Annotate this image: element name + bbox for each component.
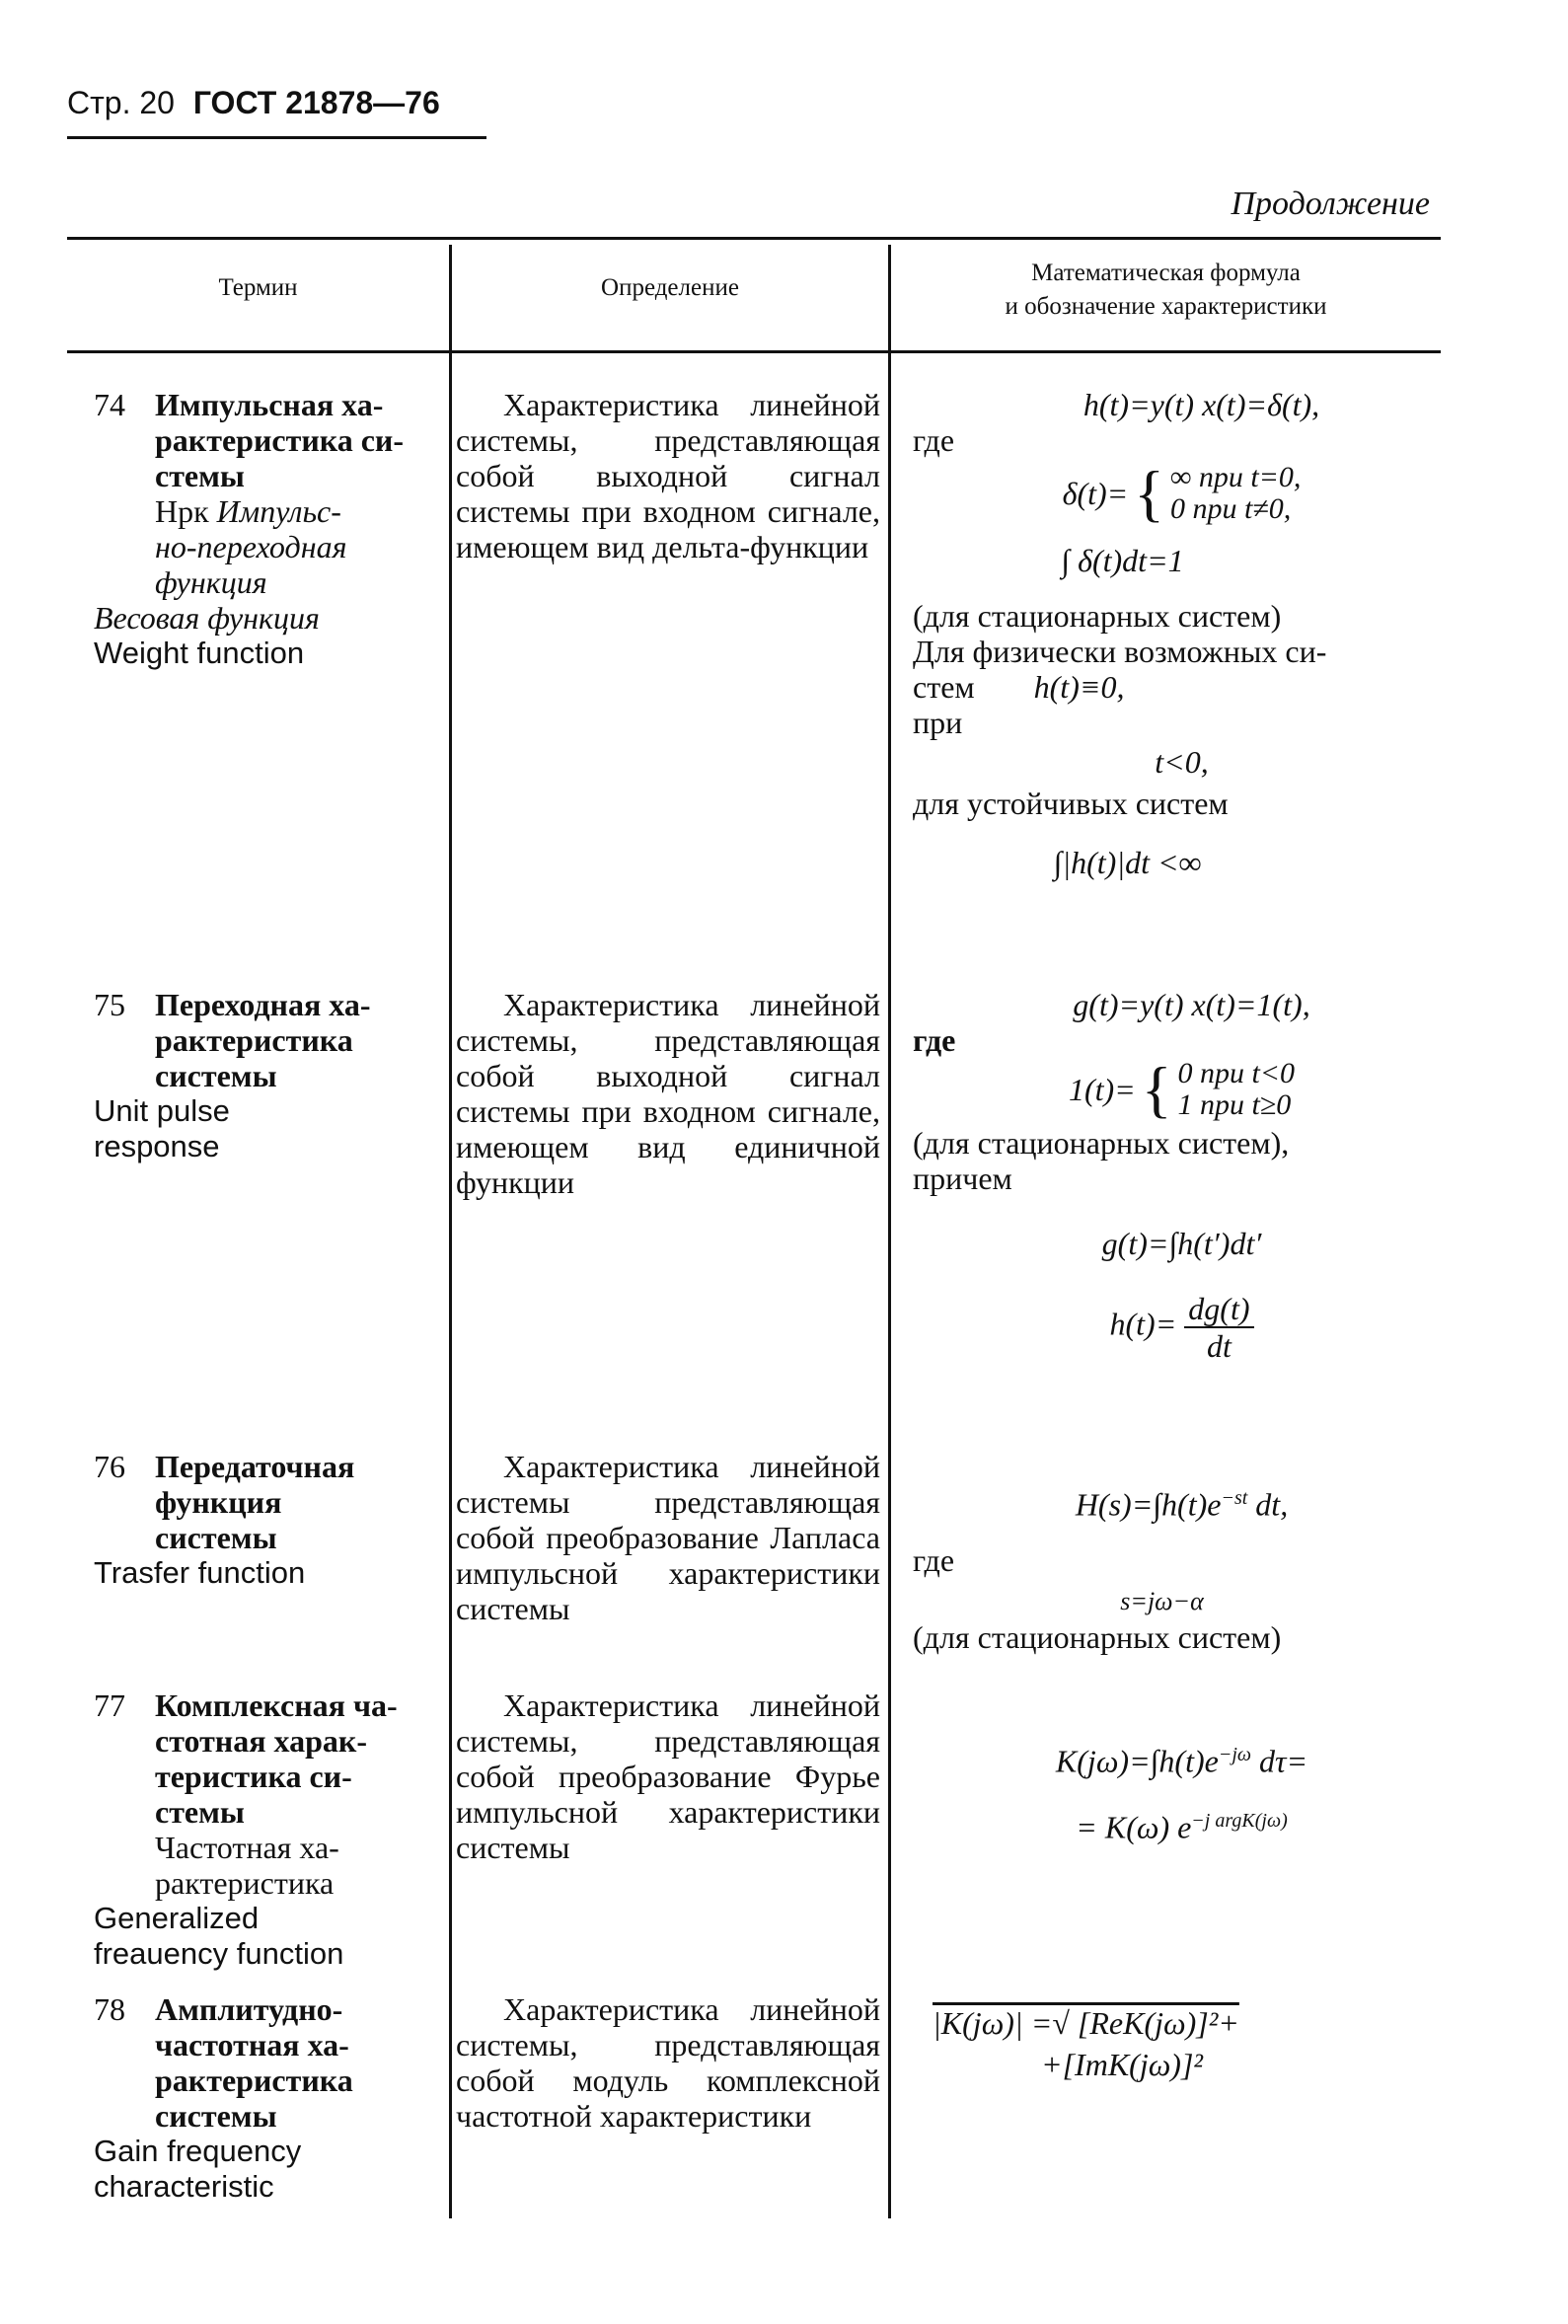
where-word: где	[913, 422, 955, 458]
column-header-formula	[891, 257, 1441, 324]
term-title-line: стемы	[155, 1794, 245, 1830]
definition-cell-75	[456, 987, 880, 1200]
term-title-line: частотная ха-	[155, 2027, 349, 2062]
deprecated-prefix: Нрк	[155, 493, 209, 529]
formula-exponent: −j argK(jω)	[1191, 1809, 1288, 1832]
english-term: Unit pulse	[94, 1093, 230, 1128]
formula-cell-77	[913, 1717, 1451, 1844]
formula: s=jω−α	[1120, 1586, 1204, 1615]
where-word: где	[913, 1541, 955, 1578]
derivative-formula	[913, 1291, 1451, 1364]
definition-cell-76	[456, 1449, 880, 1626]
term-title-line: системы	[155, 1520, 277, 1555]
formula-cell-74	[913, 387, 1451, 880]
table-top-rule	[67, 237, 1441, 240]
brace-symbol: {	[1134, 458, 1164, 528]
term-title-line: функция	[155, 1484, 282, 1520]
piecewise-case: 0 при t<0	[1177, 1057, 1296, 1089]
definition-cell-77	[456, 1687, 880, 1865]
formula-cell-75	[913, 987, 1451, 1364]
note-text: Для физически возможных си-	[913, 634, 1327, 669]
term-number: 75	[94, 987, 125, 1022]
piecewise-lhs: 1(t)=	[1068, 1072, 1136, 1107]
note-text: (для стационарных систем),	[913, 1125, 1290, 1161]
term-title-line: Амплитудно-	[155, 1991, 343, 2027]
note-text: при	[913, 705, 963, 740]
derivative-lhs: h(t)=	[1109, 1306, 1177, 1342]
synonym-line: рактеристика	[155, 1865, 335, 1901]
synonym-line: но-переходная	[155, 529, 347, 564]
piecewise-case: 1 при t≥0	[1177, 1088, 1292, 1121]
term-title-line: Комплексная ча-	[155, 1687, 398, 1723]
term-title-line: системы	[155, 1058, 277, 1093]
brace-symbol: {	[1141, 1054, 1172, 1124]
integral-formula: ∫|h(t)|dt <∞	[1053, 845, 1202, 880]
formula-exponent: −st	[1221, 1487, 1248, 1509]
formula-cell-76	[913, 1470, 1451, 1655]
piecewise-formula	[913, 458, 1451, 528]
integral-formula: ∫ δ(t)dt=1	[1061, 543, 1184, 578]
term-cell-74	[94, 387, 429, 671]
piecewise-formula	[913, 1054, 1451, 1124]
formula-tail: dτ=	[1259, 1743, 1308, 1779]
english-term: characteristic	[94, 2169, 274, 2204]
english-term: response	[94, 1129, 220, 1163]
header-rule	[67, 136, 486, 139]
fraction-denominator: dt	[1206, 1328, 1232, 1364]
english-term: Gain frequency	[94, 2134, 302, 2168]
piecewise-case: 0 при t≠0,	[1169, 492, 1292, 525]
piecewise-case: ∞ при t=0,	[1169, 461, 1302, 493]
standard-number: ГОСТ 21878—76	[192, 85, 440, 120]
definition-text: Характеристика линейной системы представляющая собой преобразование Лапласа импульсной характеристики системы	[456, 1449, 880, 1626]
term-number: 74	[94, 387, 125, 422]
term-cell-78	[94, 1991, 429, 2205]
term-title-line: Переходная ха-	[155, 987, 371, 1022]
where-word: где	[913, 1022, 956, 1058]
definition-cell-74	[456, 387, 880, 564]
definition-text: Характеристика линейной системы, представляющая собой преобразование Фурье импульсной характеристики системы	[456, 1687, 880, 1865]
piecewise-lhs: δ(t)=	[1062, 476, 1129, 511]
column-header-formula-line1: Математическая формула	[1031, 260, 1301, 286]
term-title-line: системы	[155, 2098, 277, 2134]
synonym-line: функция	[155, 564, 267, 600]
formula: h(t)≡0,	[1033, 669, 1125, 705]
english-term: Trasfer function	[94, 1555, 306, 1590]
term-number: 76	[94, 1449, 125, 1484]
table-header-rule	[67, 350, 1441, 353]
term-title-line: Передаточная	[155, 1449, 355, 1484]
synonym-line: Частотная ха-	[155, 1830, 339, 1865]
term-title-line: рактеристика	[155, 2062, 353, 2098]
formula-main: = K(ω) e	[1076, 1809, 1192, 1845]
formula-main: H(s)=∫h(t)e	[1075, 1486, 1222, 1523]
page-number: Стр. 20	[67, 85, 175, 120]
note-text: причем	[913, 1161, 1012, 1196]
integral-formula: g(t)=∫h(t′)dt′	[1101, 1226, 1262, 1261]
definition-cell-78	[456, 1991, 880, 2134]
term-title-line: теристика си-	[155, 1759, 352, 1794]
column-header-term: Термин	[218, 274, 298, 301]
continuation-label: Продолжение	[1231, 186, 1430, 222]
column-divider-2	[888, 245, 891, 2218]
formula-cell-78	[913, 1991, 1451, 2082]
term-number: 77	[94, 1687, 125, 1723]
formula: g(t)=y(t) x(t)=1(t),	[1073, 987, 1310, 1022]
definition-text: Характеристика линейной системы, представляющая собой модуль комплексной частотной характеристики	[456, 1991, 880, 2134]
term-title-line: Импульсная ха-	[155, 387, 384, 422]
formula	[913, 1480, 1451, 1523]
term-title-line: рактеристика	[155, 1022, 353, 1058]
formula: |K(jω)| =√ [ReK(jω)]²+	[933, 2005, 1239, 2041]
note-text: (для стационарных систем)	[913, 598, 1282, 634]
definition-text: Характеристика линейной системы, представляющая собой выходной сигнал системы при входном сигнале, имеющем вид единичной функции	[456, 987, 880, 1200]
note-text: стем	[913, 669, 975, 705]
english-term: Generalized	[94, 1901, 260, 1935]
fraction-numerator: dg(t)	[1184, 1291, 1253, 1328]
term-title-line: стотная харак-	[155, 1723, 368, 1759]
english-term: freauency function	[94, 1936, 344, 1971]
term-title-line: рактеристика си-	[155, 422, 404, 458]
note-text: для устойчивых систем	[913, 786, 1229, 821]
formula: +[ImK(jω)]²	[1041, 2047, 1203, 2082]
formula: t<0,	[1155, 744, 1209, 780]
definition-text: Характеристика линейной системы, представляющая собой выходной сигнал системы при входном сигнале, имеющем вид дельта-функции	[456, 387, 880, 564]
synonym-line: Импульс-	[216, 493, 341, 529]
formula-main: K(jω)=∫h(t)e	[1055, 1743, 1219, 1779]
column-header-definition: Определение	[601, 274, 739, 301]
note-text: (для стационарных систем)	[913, 1618, 1282, 1655]
english-term: Weight function	[94, 636, 305, 670]
synonym-term: Весовая функция	[94, 600, 320, 636]
column-divider-1	[449, 245, 452, 2218]
formula: h(t)=y(t) x(t)=δ(t),	[1083, 387, 1320, 422]
term-number: 78	[94, 1991, 125, 2027]
term-cell-75	[94, 987, 429, 1164]
formula-exponent: −jω	[1218, 1744, 1252, 1765]
column-header-formula-line2: и обозначение характеристики	[1005, 292, 1327, 320]
formula-tail: dt,	[1255, 1486, 1289, 1523]
formula	[913, 1737, 1451, 1779]
term-cell-77	[94, 1687, 429, 1972]
term-title-line: стемы	[155, 458, 245, 493]
page-header	[67, 85, 440, 121]
term-cell-76	[94, 1449, 429, 1591]
formula	[913, 1803, 1451, 1845]
